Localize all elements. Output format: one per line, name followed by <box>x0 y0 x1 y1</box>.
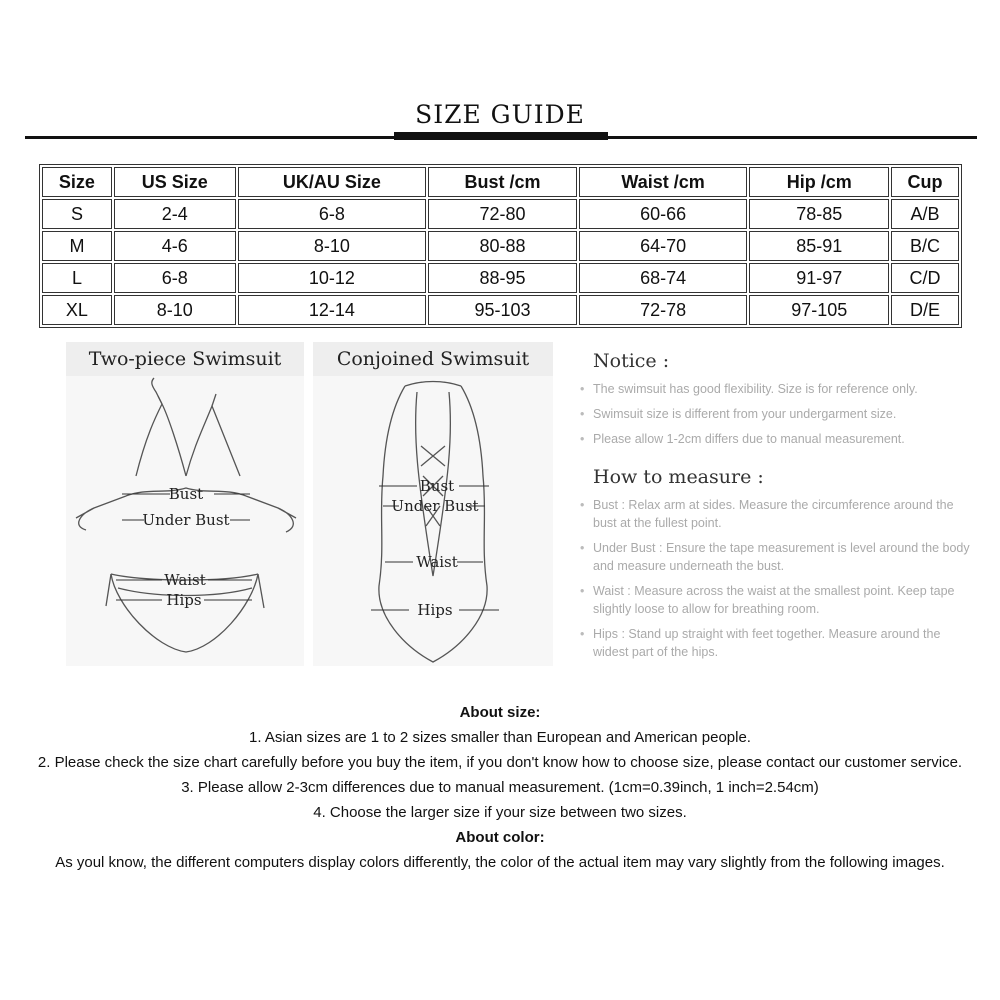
list-item: • The swimsuit has good flexibility. Size is for reference only. <box>580 380 970 398</box>
conjoined-bust-label: Bust <box>419 477 455 495</box>
table-cell: 68-74 <box>579 263 748 293</box>
column-header: Size <box>42 167 112 197</box>
conjoined-swimsuit-panel <box>313 342 553 666</box>
table-cell: 88-95 <box>428 263 577 293</box>
table-row <box>42 199 959 229</box>
table-cell: 78-85 <box>749 199 889 229</box>
table-cell: 10-12 <box>238 263 427 293</box>
about-color-line: As youl know, the different computers display colors differently, the color of the actual item may vary slightly from the following images. <box>55 854 945 871</box>
table-cell: 2-4 <box>114 199 236 229</box>
table-cell: S <box>42 199 112 229</box>
table-cell: 72-78 <box>579 295 748 325</box>
table-cell: 64-70 <box>579 231 748 261</box>
table-cell: 12-14 <box>238 295 427 325</box>
table-row <box>42 231 959 261</box>
bikini-top-outline <box>76 378 296 532</box>
column-header: US Size <box>114 167 236 197</box>
column-header: Waist /cm <box>579 167 748 197</box>
table-row <box>42 263 959 293</box>
column-header: Cup <box>891 167 959 197</box>
notice-title: Notice : <box>593 350 670 372</box>
table-cell: 95-103 <box>428 295 577 325</box>
list-item: • Waist : Measure across the waist at the smallest point. Keep tape slightly loose to allow for breathing room. <box>580 582 970 618</box>
two-piece-bust-label: Bust <box>168 485 204 503</box>
table-cell: 91-97 <box>749 263 889 293</box>
table-row <box>42 295 959 325</box>
table-header-row <box>42 167 959 197</box>
notice-section <box>580 350 970 668</box>
conjoined-under-bust-label: Under Bust <box>391 497 479 515</box>
about-section <box>0 700 1000 875</box>
list-item: • Hips : Stand up straight with feet together. Measure around the widest part of the hips. <box>580 625 970 661</box>
list-item: • Please allow 1-2cm differs due to manual measurement. <box>580 430 970 448</box>
two-piece-waist-label: Waist <box>164 571 206 589</box>
table-cell: B/C <box>891 231 959 261</box>
list-item: • Swimsuit size is different from your undergarment size. <box>580 405 970 423</box>
conjoined-title: Conjoined Swimsuit <box>313 342 553 376</box>
about-size-line: 3. Please allow 2-3cm differences due to manual measurement. (1cm=0.39inch, 1 inch=2.54cm) <box>181 779 819 796</box>
about-size-line: 1. Asian sizes are 1 to 2 sizes smaller than European and American people. <box>249 729 751 746</box>
table-cell: M <box>42 231 112 261</box>
two-piece-illustration <box>66 376 304 666</box>
list-item: • Bust : Relax arm at sides. Measure the circumference around the bust at the fullest point. <box>580 496 970 532</box>
table-cell: 60-66 <box>579 199 748 229</box>
how-to-measure-list <box>580 496 970 661</box>
title-underline-bar <box>394 132 608 140</box>
table-cell: 8-10 <box>238 231 427 261</box>
table-cell: 4-6 <box>114 231 236 261</box>
table-cell: 6-8 <box>238 199 427 229</box>
table-cell: 80-88 <box>428 231 577 261</box>
how-to-measure-title: How to measure : <box>593 466 764 488</box>
about-size-line: 2. Please check the size chart carefully before you buy the item, if you don't know how to choose size, please contact our customer service. <box>37 754 963 771</box>
table-cell: L <box>42 263 112 293</box>
table-cell: C/D <box>891 263 959 293</box>
column-header: Bust /cm <box>428 167 577 197</box>
two-piece-hips-label: Hips <box>166 591 202 609</box>
column-header: UK/AU Size <box>238 167 427 197</box>
table-cell: XL <box>42 295 112 325</box>
size-chart-table <box>39 164 962 328</box>
about-size-line: 4. Choose the larger size if your size between two sizes. <box>313 804 687 821</box>
two-piece-swimsuit-panel <box>66 342 304 666</box>
size-guide-header <box>0 96 1000 146</box>
table-cell: 6-8 <box>114 263 236 293</box>
table-cell: 85-91 <box>749 231 889 261</box>
two-piece-title: Two-piece Swimsuit <box>66 342 304 376</box>
table-cell: 97-105 <box>749 295 889 325</box>
column-header: Hip /cm <box>749 167 889 197</box>
table-cell: 72-80 <box>428 199 577 229</box>
list-item: • Under Bust : Ensure the tape measurement is level around the body and measure underneath the bust. <box>580 539 970 575</box>
page-title: SIZE GUIDE <box>415 100 585 129</box>
two-piece-under-bust-label: Under Bust <box>142 511 230 529</box>
table-cell: A/B <box>891 199 959 229</box>
conjoined-hips-label: Hips <box>417 601 453 619</box>
one-piece-outline <box>379 382 487 663</box>
notice-list <box>580 380 970 448</box>
table-cell: D/E <box>891 295 959 325</box>
about-size-heading: About size: <box>459 704 541 721</box>
conjoined-illustration <box>313 376 553 666</box>
conjoined-waist-label: Waist <box>416 553 458 571</box>
about-color-heading: About color: <box>455 829 545 846</box>
table-cell: 8-10 <box>114 295 236 325</box>
